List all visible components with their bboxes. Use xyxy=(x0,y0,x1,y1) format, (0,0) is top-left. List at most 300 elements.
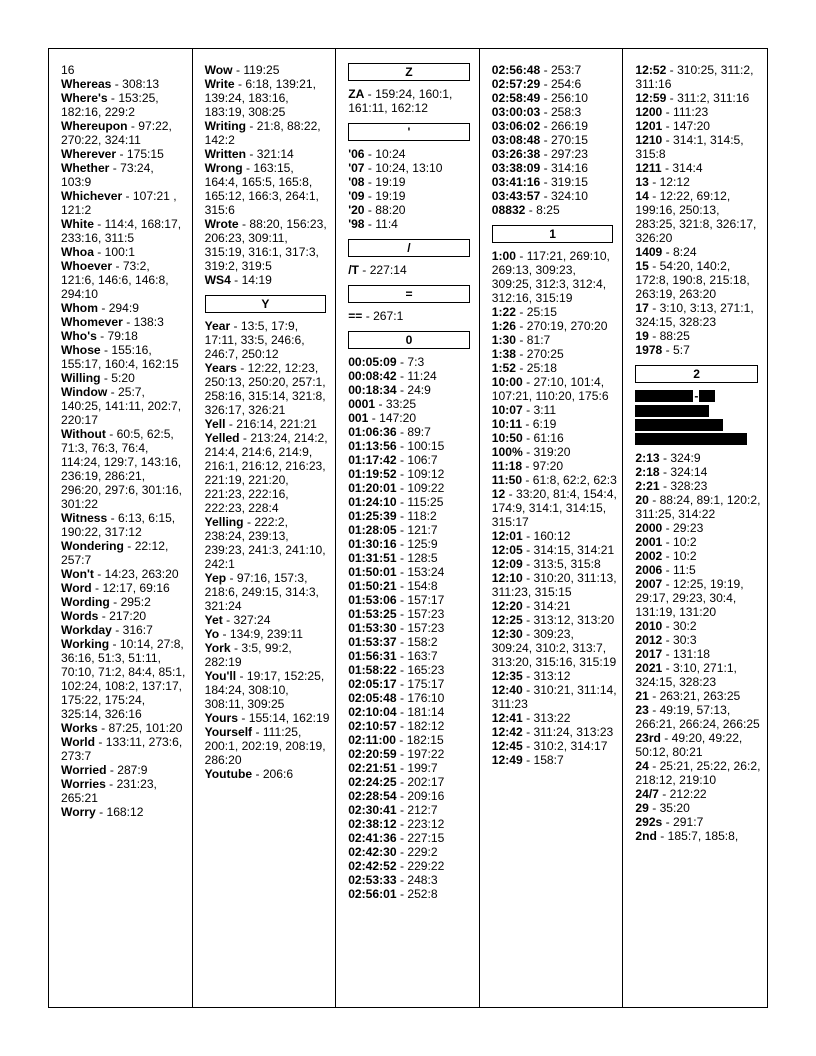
page-line-refs: 222:2, 238:24, 239:13, 239:23, 241:3, 241:10, 242:1 xyxy=(204,515,326,571)
page-line-refs: 212:22 xyxy=(669,787,707,801)
index-term: 12:10 xyxy=(491,571,523,585)
index-term: 15 xyxy=(635,259,649,273)
index-term: Wondering xyxy=(61,539,124,553)
index-entry: 292s - 291:7 xyxy=(635,815,704,829)
index-term: Wording xyxy=(61,595,110,609)
index-term: 10:00 xyxy=(491,375,523,389)
index-term: 08832 xyxy=(491,203,526,217)
page-line-refs: 270:15 xyxy=(550,133,588,147)
index-entry: 1:52 - 25:18 xyxy=(491,361,558,375)
index-entry: 11:18 - 97:20 xyxy=(491,459,564,473)
page-line-refs: 27:10, 101:4, 107:21, 110:20, 175:6 xyxy=(491,375,609,403)
page-line-refs: 131:18 xyxy=(673,647,711,661)
index-column xyxy=(49,49,193,1007)
page-line-refs: 49:19, 57:13, 266:21, 266:24, 266:25 xyxy=(635,703,760,731)
page-line-refs: 263:21, 263:25 xyxy=(659,689,741,703)
index-entry: 1:38 - 270:25 xyxy=(491,347,564,361)
page-line-refs: 25:18 xyxy=(526,361,558,375)
page-line-refs: 212:7 xyxy=(407,803,438,817)
index-entry: 02:05:48 - 176:10 xyxy=(348,691,445,705)
page-line-refs: 248:3 xyxy=(407,873,438,887)
index-term: 03:06:02 xyxy=(491,119,541,133)
page-line-refs: 6:13, 6:15, 190:22, 317:12 xyxy=(61,511,176,539)
index-entry: 1978 - 5:7 xyxy=(635,343,690,357)
index-term: 12:59 xyxy=(635,91,667,105)
index-entry: '06 - 10:24 xyxy=(348,147,406,161)
index-term: 0001 xyxy=(348,397,376,411)
page-line-refs: 313:5, 315:8 xyxy=(533,557,601,571)
index-entry: Written - 321:14 xyxy=(204,147,294,161)
index-term: 02:05:17 xyxy=(348,677,397,691)
index-entry: '09 - 19:19 xyxy=(348,189,406,203)
index-term: Worry xyxy=(61,805,96,819)
index-entry: 2012 - 30:3 xyxy=(635,633,697,647)
page-line-refs: 313:22 xyxy=(533,711,571,725)
index-term: 02:57:29 xyxy=(491,77,541,91)
index-term: 02:21:51 xyxy=(348,761,397,775)
index-term: 03:08:48 xyxy=(491,133,541,147)
index-term: 29 xyxy=(635,801,649,815)
index-term: 12:40 xyxy=(491,683,523,697)
index-column xyxy=(193,49,337,1007)
index-entry: 2:18 - 324:14 xyxy=(635,465,708,479)
index-entry: '20 - 88:20 xyxy=(348,203,406,217)
index-term: Written xyxy=(204,147,247,161)
index-entry: 02:56:48 - 253:7 xyxy=(491,63,582,77)
index-term: Writing xyxy=(204,119,247,133)
index-entry: ZA - 159:24, 160:1, 161:11, 162:12 xyxy=(348,87,453,115)
index-term: You'll xyxy=(204,669,237,683)
page-line-refs: 111:23 xyxy=(673,105,709,119)
index-term: '09 xyxy=(348,189,365,203)
index-term: 02:24:25 xyxy=(348,775,397,789)
page-line-refs: 147:20 xyxy=(379,411,417,425)
index-entry: 02:10:04 - 181:14 xyxy=(348,705,445,719)
page-line-refs: 12:22, 69:12, 199:16, 250:13, 283:25, 321:8, 326:17, 326:20 xyxy=(635,189,757,245)
index-term: 292s xyxy=(635,815,663,829)
index-term: 2002 xyxy=(635,549,663,563)
index-term: 1201 xyxy=(635,119,663,133)
page-line-refs: 254:6 xyxy=(550,77,582,91)
index-term: Write xyxy=(204,77,235,91)
page-line-refs: 253:7 xyxy=(550,63,582,77)
page-line-refs: 89:7 xyxy=(407,425,431,439)
index-term: 02:38:12 xyxy=(348,817,397,831)
index-entry: 00:18:34 - 24:9 xyxy=(348,383,431,397)
page-line-refs: 5:7 xyxy=(673,343,690,357)
index-term: Yelled xyxy=(204,431,240,445)
page-line-refs: 314:1, 314:5, 315:8 xyxy=(635,133,744,161)
page-line-refs: 10:2 xyxy=(673,535,697,549)
page-line-refs: 97:20 xyxy=(532,459,564,473)
page-line-refs: 182:15 xyxy=(406,733,444,747)
page-line-refs: 155:16, 155:17, 160:4, 162:15 xyxy=(61,343,179,371)
index-entry: 001 - 147:20 xyxy=(348,411,417,425)
page-line-refs: 12:17, 69:16 xyxy=(102,581,170,595)
index-entry: 23rd - 49:20, 49:22, 50:12, 80:21 xyxy=(635,731,743,759)
index-term: 23 xyxy=(635,703,649,717)
index-entry: Whereupon - 97:22, 270:22, 324:11 xyxy=(61,119,172,147)
page-line-refs: 175:17 xyxy=(407,677,445,691)
index-term: 02:41:36 xyxy=(348,831,397,845)
index-entry: 01:31:51 - 128:5 xyxy=(348,551,438,565)
index-entry: 1201 - 147:20 xyxy=(635,119,711,133)
page-line-refs: 270:19, 270:20 xyxy=(526,319,608,333)
index-term: 02:10:57 xyxy=(348,719,397,733)
index-term: 02:11:00 xyxy=(348,733,396,747)
index-term: 2017 xyxy=(635,647,663,661)
index-entry: 01:53:30 - 157:23 xyxy=(348,621,445,635)
index-term: 001 xyxy=(348,411,369,425)
page-line-refs: 313:12, 313:20 xyxy=(533,613,615,627)
index-entry: Witness - 6:13, 6:15, 190:22, 317:12 xyxy=(61,511,176,539)
index-term: Wrong xyxy=(204,161,243,175)
page-line-refs: 6:18, 139:21, 139:24, 183:16, 183:19, 308:25 xyxy=(204,77,316,119)
page-line-refs: 155:14, 162:19 xyxy=(248,711,330,725)
index-term: 10:11 xyxy=(491,417,523,431)
index-term: 2:18 xyxy=(635,465,660,479)
page-line-refs: 119:25 xyxy=(243,63,280,77)
index-entry: 01:25:39 - 118:2 xyxy=(348,509,437,523)
page-line-refs: 153:25, 182:16, 229:2 xyxy=(61,91,159,119)
index-entry: 02:42:30 - 229:2 xyxy=(348,845,438,859)
index-term: Whose xyxy=(61,343,101,357)
index-entry: Whereas - 308:13 xyxy=(61,77,160,91)
page-line-refs: 163:7 xyxy=(407,649,438,663)
page-line-refs: 258:3 xyxy=(550,105,582,119)
page-line-refs: 21:8, 88:22, 142:2 xyxy=(204,119,321,147)
index-term: Yourself xyxy=(204,725,253,739)
index-term: 01:58:22 xyxy=(348,663,397,677)
section-header: 2 xyxy=(635,365,758,383)
index-entry: 12:35 - 313:12 xyxy=(491,669,571,683)
page-line-refs: 8:25 xyxy=(536,203,560,217)
page-line-refs: 33:25 xyxy=(385,397,417,411)
page-line-refs: 297:23 xyxy=(550,147,588,161)
index-term: 12:52 xyxy=(635,63,667,77)
index-term: 01:13:56 xyxy=(348,439,397,453)
index-entry: 10:07 - 3:11 xyxy=(491,403,557,417)
page-line-refs: 319:20 xyxy=(533,445,571,459)
index-entry: 02:20:59 - 197:22 xyxy=(348,747,445,761)
index-entry: 03:06:02 - 266:19 xyxy=(491,119,588,133)
page-line-refs: 158:7 xyxy=(533,753,564,767)
index-entry: 02:24:25 - 202:17 xyxy=(348,775,445,789)
index-term: 02:56:01 xyxy=(348,887,397,901)
index-term: 01:25:39 xyxy=(348,509,397,523)
index-term: 01:53:25 xyxy=(348,607,397,621)
index-term: 1:22 xyxy=(491,305,516,319)
page-line-refs: 109:22 xyxy=(407,481,445,495)
index-entry: 1200 - 111:23 xyxy=(635,105,709,119)
page-line-refs: 314:15, 314:21 xyxy=(533,543,615,557)
index-entry: 03:00:03 - 258:3 xyxy=(491,105,582,119)
index-entry: 2006 - 11:5 xyxy=(635,563,696,577)
index-entry: World - 133:11, 273:6, 273:7 xyxy=(61,735,183,763)
index-term: 13 xyxy=(635,175,649,189)
index-term: 12 xyxy=(491,487,506,501)
index-entry xyxy=(61,63,187,77)
index-entry: 01:24:10 - 115:25 xyxy=(348,495,444,509)
index-term: Witness xyxy=(61,511,108,525)
page-line-refs: 30:2 xyxy=(673,619,697,633)
page-line-refs: 10:24 xyxy=(375,147,406,161)
index-entry: 10:11 - 6:19 xyxy=(491,417,557,431)
index-term: 12:49 xyxy=(491,753,523,767)
page-line-refs: 73:2, 121:6, 146:6, 146:8, 294:10 xyxy=(61,259,169,301)
index-entry: 01:20:01 - 109:22 xyxy=(348,481,445,495)
page-line-refs: 270:25 xyxy=(526,347,564,361)
page-line-refs: 19:19 xyxy=(375,189,406,203)
index-term: 02:53:33 xyxy=(348,873,397,887)
index-term: 2012 xyxy=(635,633,663,647)
index-entry: 0001 - 33:25 xyxy=(348,397,417,411)
index-entry: 12:25 - 313:12, 313:20 xyxy=(491,613,615,627)
index-term: 100% xyxy=(491,445,523,459)
index-entry: 1:00 - 117:21, 269:10, 269:13, 309:23, 309:25, 312:3, 312:4, 312:16, 315:19 xyxy=(491,249,610,305)
index-entry: 01:28:05 - 121:7 xyxy=(348,523,438,537)
page-line-refs: 217:20 xyxy=(109,609,147,623)
page-line-refs: 227:14 xyxy=(369,263,407,277)
index-entry: 12:45 - 310:2, 314:17 xyxy=(491,739,608,753)
page-line-refs: 49:20, 49:22, 50:12, 80:21 xyxy=(635,731,743,759)
index-term: Wow xyxy=(204,63,233,77)
index-term: 02:05:48 xyxy=(348,691,397,705)
index-entry: Years - 12:22, 12:23, 250:13, 250:20, 257:1, 258:16, 315:14, 321:8, 326:17, 326:21 xyxy=(204,361,326,417)
index-entry: WS4 - 14:19 xyxy=(204,273,272,287)
index-entry: 02:10:57 - 182:12 xyxy=(348,719,445,733)
page-line-refs: 14:23, 263:20 xyxy=(104,567,179,581)
index-entry: 03:26:38 - 297:23 xyxy=(491,147,588,161)
index-term: 1211 xyxy=(635,161,662,175)
index-entry: Write - 6:18, 139:21, 139:24, 183:16, 183:19, 308:25 xyxy=(204,77,316,119)
index-entry: 10:00 - 27:10, 101:4, 107:21, 110:20, 175:6 xyxy=(491,375,609,403)
page-line-refs: 13:5, 17:9, 17:11, 33:5, 246:6, 246:7, 250:12 xyxy=(204,319,305,361)
index-term: 01:53:30 xyxy=(348,621,397,635)
index-entry: 17 - 3:10, 3:13, 271:1, 324:15, 328:23 xyxy=(635,301,754,329)
index-term: '06 xyxy=(348,147,365,161)
page-line-refs: 309:23, 309:24, 310:2, 313:7, 313:20, 315:16, 315:19 xyxy=(491,627,617,669)
index-term: 1409 xyxy=(635,245,663,259)
page-line-refs: 30:3 xyxy=(673,633,697,647)
index-column xyxy=(623,49,767,1007)
index-term: Year xyxy=(204,319,231,333)
index-entry: Worried - 287:9 xyxy=(61,763,148,777)
index-term: 01:06:36 xyxy=(348,425,397,439)
index-term: WS4 xyxy=(204,273,231,287)
index-entry: 12:05 - 314:15, 314:21 xyxy=(491,543,615,557)
index-term: '98 xyxy=(348,217,365,231)
index-entry: 1211 - 314:4 xyxy=(635,161,703,175)
page-line-refs: 61:16 xyxy=(533,431,564,445)
page-line-refs: 121:7 xyxy=(407,523,438,537)
index-entry: 24 - 25:21, 25:22, 26:2, 218:12, 219:10 xyxy=(635,759,761,787)
index-term: Worried xyxy=(61,763,107,777)
index-term: 11:50 xyxy=(491,473,523,487)
index-term: York xyxy=(204,641,231,655)
index-entry: Year - 13:5, 17:9, 17:11, 33:5, 246:6, 246:7, 250:12 xyxy=(204,319,305,361)
index-entry: 2017 - 131:18 xyxy=(635,647,711,661)
page-line-refs: 61:8, 62:2, 62:3 xyxy=(532,473,617,487)
index-term: 12:35 xyxy=(491,669,523,683)
index-term: 12:25 xyxy=(491,613,523,627)
index-entry: Working - 10:14, 27:8, 36:16, 51:3, 51:11, 70:10, 71:2, 84:4, 85:1, 102:24, 108:2, 137:17, 175:22, 175:24, 325:14, 326:16 xyxy=(61,637,186,721)
index-entry: 00:05:09 - 7:3 xyxy=(348,355,425,369)
page-line-refs: 10:2 xyxy=(673,549,697,563)
index-term: 01:17:42 xyxy=(348,453,397,467)
index-entry: 03:43:57 - 324:10 xyxy=(491,189,588,203)
index-term: 1:52 xyxy=(491,361,516,375)
index-entry: York - 3:5, 99:2, 282:19 xyxy=(204,641,292,669)
index-entry: 1:30 - 81:7 xyxy=(491,333,551,347)
index-term: 03:26:38 xyxy=(491,147,541,161)
index-entry: Yourself - 111:25, 200:1, 202:19, 208:19, 286:20 xyxy=(204,725,326,767)
page-line-refs: 160:12 xyxy=(533,529,571,543)
index-term: Word xyxy=(61,581,92,595)
page-line-refs: 88:20 xyxy=(375,203,406,217)
index-term: 01:53:37 xyxy=(348,635,397,649)
index-entry: 2000 - 29:23 xyxy=(635,521,704,535)
page-line-refs: 308:13 xyxy=(122,77,160,91)
index-entry: 02:41:36 - 227:15 xyxy=(348,831,445,845)
index-term: '08 xyxy=(348,175,365,189)
index-entry: 12:09 - 313:5, 315:8 xyxy=(491,557,601,571)
index-entry: 12:52 - 310:25, 311:2, 311:16 xyxy=(635,63,754,91)
index-term: Yep xyxy=(204,571,227,585)
index-entry: Wondering - 22:12, 257:7 xyxy=(61,539,169,567)
index-entry: 12:20 - 314:21 xyxy=(491,599,571,613)
index-entry: Where's - 153:25, 182:16, 229:2 xyxy=(61,91,159,119)
page-line-refs: 157:23 xyxy=(407,621,445,635)
page-line-refs: 310:2, 314:17 xyxy=(533,739,608,753)
page-line-refs: 88:24, 89:1, 120:2, 311:25, 314:22 xyxy=(635,493,761,521)
page-line-refs: 54:20, 140:2, 172:8, 190:8, 215:18, 263:19, 263:20 xyxy=(635,259,750,301)
index-term: Yell xyxy=(204,417,226,431)
index-term: 2001 xyxy=(635,535,663,549)
page-line-refs: 128:5 xyxy=(407,551,438,565)
index-term: 23rd xyxy=(635,731,661,745)
index-entry: 20 - 88:24, 89:1, 120:2, 311:25, 314:22 xyxy=(635,493,761,521)
index-entry: 03:08:48 - 270:15 xyxy=(491,133,588,147)
page-line-refs: 266:19 xyxy=(550,119,588,133)
index-entry: Wrong - 163:15, 164:4, 165:5, 165:8, 165:12, 166:3, 264:1, 315:6 xyxy=(204,161,319,217)
index-term: 02:42:52 xyxy=(348,859,397,873)
index-entry: 19 - 88:25 xyxy=(635,329,690,343)
index-term: 2000 xyxy=(635,521,663,535)
page-line-refs: 227:15 xyxy=(407,831,445,845)
index-term: Who's xyxy=(61,329,97,343)
page-line-refs: 324:14 xyxy=(670,465,708,479)
page-line-refs: 267:1 xyxy=(373,309,404,323)
index-term: 12:30 xyxy=(491,627,523,641)
page-line-refs: 165:23 xyxy=(407,663,445,677)
page-line-refs: 213:24, 214:2, 214:4, 214:6, 214:9, 216:1, 216:12, 216:23, 221:19, 221:20, 221:23, 222:16, 222:23, 228:4 xyxy=(204,431,328,515)
index-entry: Worry - 168:12 xyxy=(61,805,144,819)
index-entry: Wording - 295:2 xyxy=(61,595,151,609)
index-term: 03:43:57 xyxy=(491,189,541,203)
page-line-refs: 22:12, 257:7 xyxy=(61,539,169,567)
index-term: Whoever xyxy=(61,259,113,273)
page-line-refs: 107:21 , 121:2 xyxy=(61,189,177,217)
page-line-refs: 197:22 xyxy=(407,747,445,761)
page-line-refs: 229:22 xyxy=(407,859,445,873)
page-line-refs: 19:19 xyxy=(375,175,406,189)
index-entry: White - 114:4, 168:17, 233:16, 311:5 xyxy=(61,217,182,245)
index-term: 1:30 xyxy=(491,333,516,347)
index-term: Yet xyxy=(204,613,223,627)
index-term: 2:21 xyxy=(635,479,660,493)
page-line-refs: 3:5, 99:2, 282:19 xyxy=(204,641,292,669)
index-entry: Whichever - 107:21 , 121:2 xyxy=(61,189,177,217)
index-entry: 12:41 - 313:22 xyxy=(491,711,571,725)
index-entry: Yelled - 213:24, 214:2, 214:4, 214:6, 214:9, 216:1, 216:12, 216:23, 221:19, 221:20, 221:23, 222:16, 222:23, 228:4 xyxy=(204,431,328,515)
page-line-refs: 252:8 xyxy=(407,887,438,901)
page-line-refs: 118:2 xyxy=(407,509,437,523)
index-entry: '07 - 10:24, 13:10 xyxy=(348,161,443,175)
index-term: Words xyxy=(61,609,99,623)
index-term: Worries xyxy=(61,777,106,791)
index-entry: == - 267:1 xyxy=(348,309,404,323)
index-page xyxy=(48,48,768,1008)
index-term: 1978 xyxy=(635,343,663,357)
page-line-refs: 5:20 xyxy=(111,371,135,385)
index-term: 1:38 xyxy=(491,347,516,361)
page-line-refs: 35:20 xyxy=(659,801,690,815)
section-header: = xyxy=(348,285,470,303)
index-term: 2006 xyxy=(635,563,663,577)
index-entry: 02:05:17 - 175:17 xyxy=(348,677,445,691)
index-entry: 100% - 319:20 xyxy=(491,445,571,459)
index-entry: Without - 60:5, 62:5, 71:3, 76:3, 76:4, 114:24, 129:7, 143:16, 236:19, 286:21, 296:20, 297:6, 301:16, 301:22 xyxy=(61,427,183,511)
index-term: Years xyxy=(204,361,237,375)
page-line-refs: 314:21 xyxy=(533,599,571,613)
index-term: 00:08:42 xyxy=(348,369,397,383)
page-line-refs: 181:14 xyxy=(407,705,445,719)
index-entry: 2nd - 185:7, 185:8, xyxy=(635,829,739,843)
index-term: 01:24:10 xyxy=(348,495,397,509)
page-line-refs: 79:18 xyxy=(107,329,138,343)
index-entry: 00:08:42 - 11:24 xyxy=(348,369,437,383)
index-entry: 24/7 - 212:22 xyxy=(635,787,707,801)
index-term: 02:28:54 xyxy=(348,789,397,803)
page-line-refs: 229:2 xyxy=(407,845,438,859)
index-term: 02:58:49 xyxy=(491,91,541,105)
index-entry: 1:22 - 25:15 xyxy=(491,305,558,319)
index-term: Yo xyxy=(204,627,220,641)
index-entry: 01:06:36 - 89:7 xyxy=(348,425,431,439)
index-entry: Yo - 134:9, 239:11 xyxy=(204,627,303,641)
index-term: 12:09 xyxy=(491,557,523,571)
page-line-refs: 10:24, 13:10 xyxy=(375,161,443,175)
page-line-refs: 114:4, 168:17, 233:16, 311:5 xyxy=(61,217,182,245)
page-line-refs: 6:19 xyxy=(532,417,557,431)
index-entry: 2:21 - 328:23 xyxy=(635,479,708,493)
index-term: 21 xyxy=(635,689,649,703)
page-line-refs: 138:3 xyxy=(133,315,164,329)
index-entry: '08 - 19:19 xyxy=(348,175,406,189)
index-entry: 2007 - 12:25, 19:19, 29:17, 29:23, 30:4, 131:19, 131:20 xyxy=(635,577,744,619)
page-line-refs: 97:16, 157:3, 218:6, 249:15, 314:3, 321:24 xyxy=(204,571,319,613)
index-entry: 2010 - 30:2 xyxy=(635,619,697,633)
index-term: 20 xyxy=(635,493,649,507)
index-entry: 08832 - 8:25 xyxy=(491,203,560,217)
index-entry: 01:56:31 - 163:7 xyxy=(348,649,438,663)
index-entry: '98 - 11:4 xyxy=(348,217,398,231)
index-entry: Word - 12:17, 69:16 xyxy=(61,581,170,595)
page-line-refs: 291:7 xyxy=(673,815,704,829)
page-line-refs: 88:25 xyxy=(659,329,690,343)
page-line-refs: 324:9 xyxy=(670,451,701,465)
